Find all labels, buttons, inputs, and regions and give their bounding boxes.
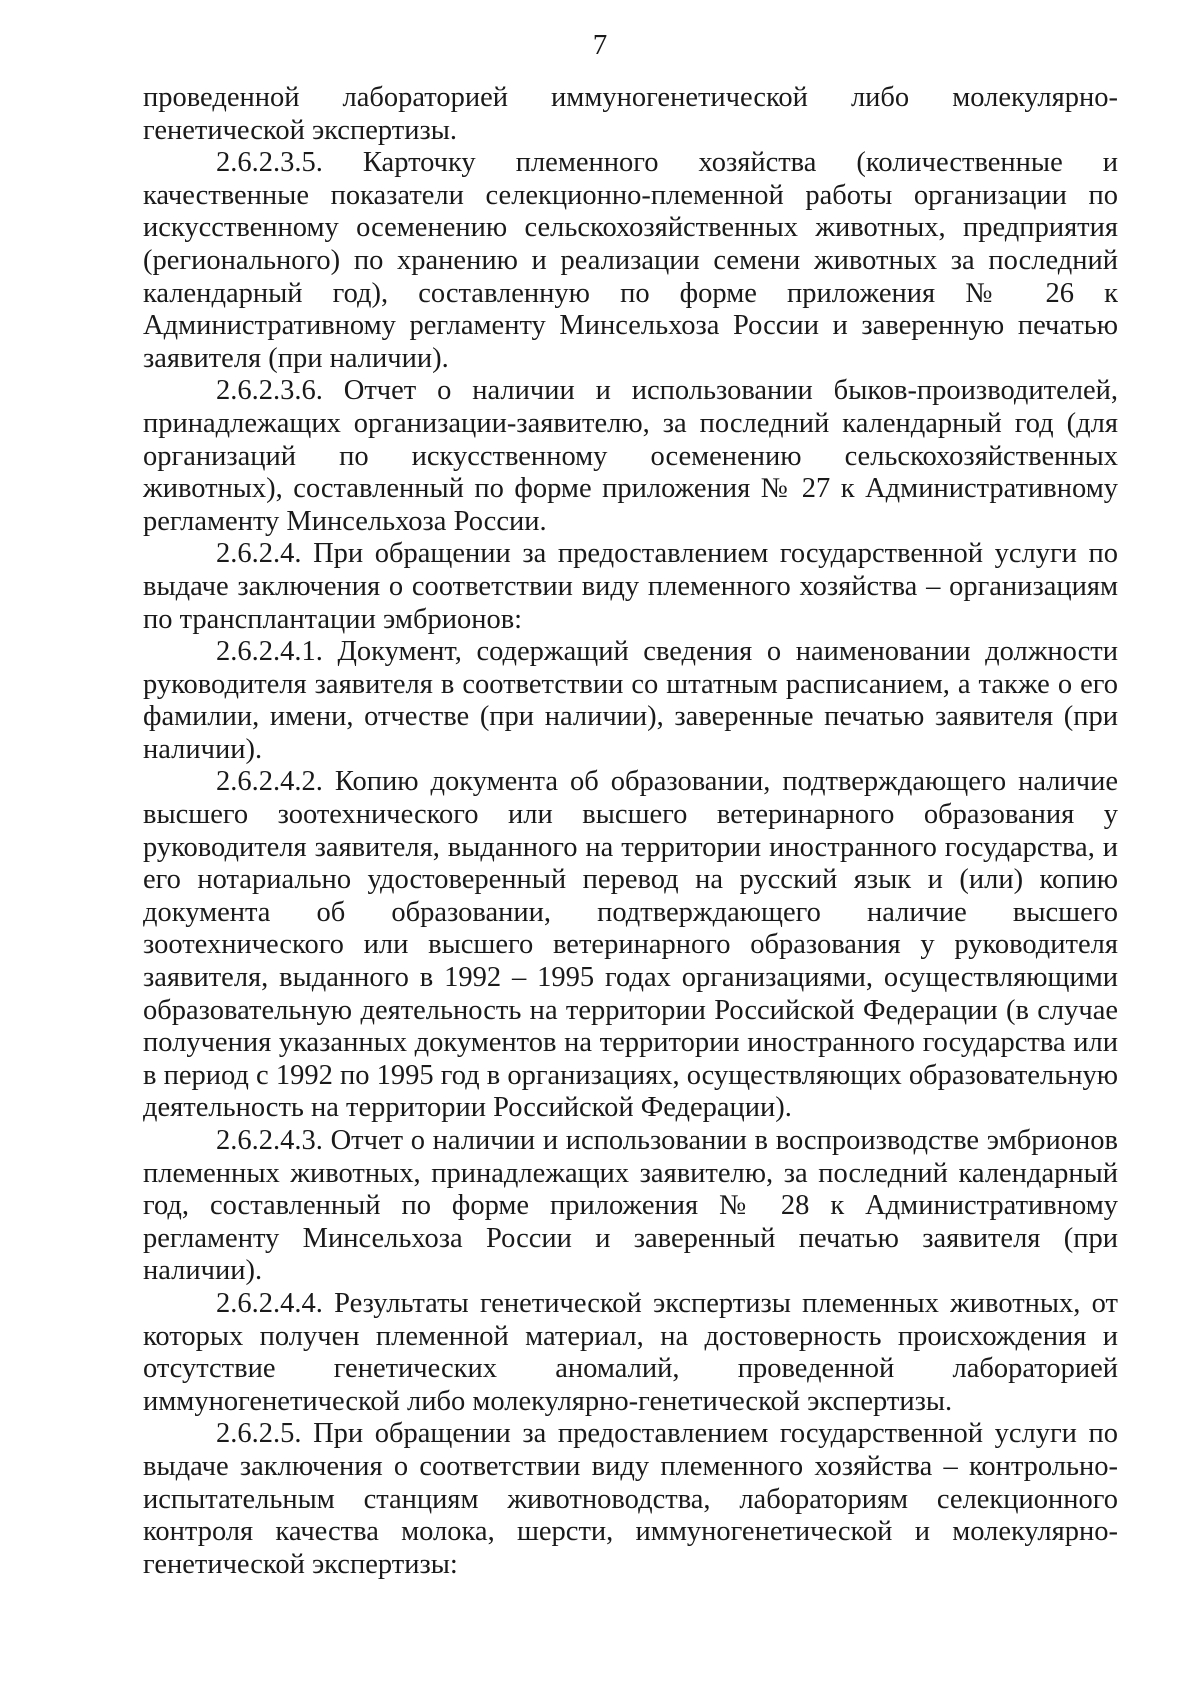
page-number: 7 [592,29,608,61]
paragraph-2-6-2-4-2: 2.6.2.4.2. Копию документа об образовании, подтверждающего наличие высшего зоотехнического или высшего ветеринарного образования у руководителя заявителя, выданного на территории иностранного государства, и его нотариально удостоверенный перевод на русский язык и (или) копию документа об образовании, подтверждающего наличие высшего зоотехнического или высшего ветеринарного образования у руководителя заявителя, выданного в 1992 – 1995 годах организациями, осуществляющими образовательную деятельность на территории Российской Федерации (в случае получения указанных документов на территории иностранного государства или в период с 1992 по 1995 год в организациях, осуществляющих образовательную деятельность на территории Российской Федерации). [143,766,1118,1124]
paragraph-2-6-2-4-4: 2.6.2.4.4. Результаты генетической экспертизы племенных животных, от которых получен племенной материал, на достоверность происхождения и отсутствие генетических аномалий, проведенной лабораторией иммуногенетической либо молекулярно-генетической экспертизы. [143,1287,1118,1417]
paragraph-2-6-2-3-6: 2.6.2.3.6. Отчет о наличии и использовании быков-производителей, принадлежащих организации-заявителю, за последний календарный год (для организаций по искусственному осеменению сельскохозяйственных животных), составленный по форме приложения № 27 к Административному регламенту Минсельхоза России. [143,375,1118,537]
paragraph-continuation: проведенной лабораторией иммуногенетической либо молекулярно-генетической экспертизы. [143,82,1118,146]
paragraph-2-6-2-3-5: 2.6.2.3.5. Карточку племенного хозяйства (количественные и качественные показатели селекционно-племенной работы организации по искусственному осеменению сельскохозяйственных животных, предприятия (регионального) по хранению и реализации семени животных за последний календарный год), составленную по форме приложения № 26 к Административному регламенту Минсельхоза России и заверенную печатью заявителя (при наличии). [143,147,1118,374]
paragraph-2-6-2-4: 2.6.2.4. При обращении за предоставлением государственной услуги по выдаче заключения о соответствии виду племенного хозяйства – организациям по трансплантации эмбрионов: [143,538,1118,635]
document-body [143,82,1118,1581]
paragraph-2-6-2-5: 2.6.2.5. При обращении за предоставлением государственной услуги по выдаче заключения о соответствии виду племенного хозяйства – контрольно-испытательным станциям животноводства, лабораториям селекционного контроля качества молока, шерсти, иммуногенетической и молекулярно-генетической экспертизы: [143,1418,1118,1580]
paragraph-2-6-2-4-1: 2.6.2.4.1. Документ, содержащий сведения о наименовании должности руководителя заявителя в соответствии со штатным расписанием, а также о его фамилии, имени, отчестве (при наличии), заверенные печатью заявителя (при наличии). [143,636,1118,765]
paragraph-2-6-2-4-3: 2.6.2.4.3. Отчет о наличии и использовании в воспроизводстве эмбрионов племенных животных, принадлежащих заявителю, за последний календарный год, составленный по форме приложения № 28 к Административному регламенту Минсельхоза России и заверенный печатью заявителя (при наличии). [143,1125,1118,1287]
